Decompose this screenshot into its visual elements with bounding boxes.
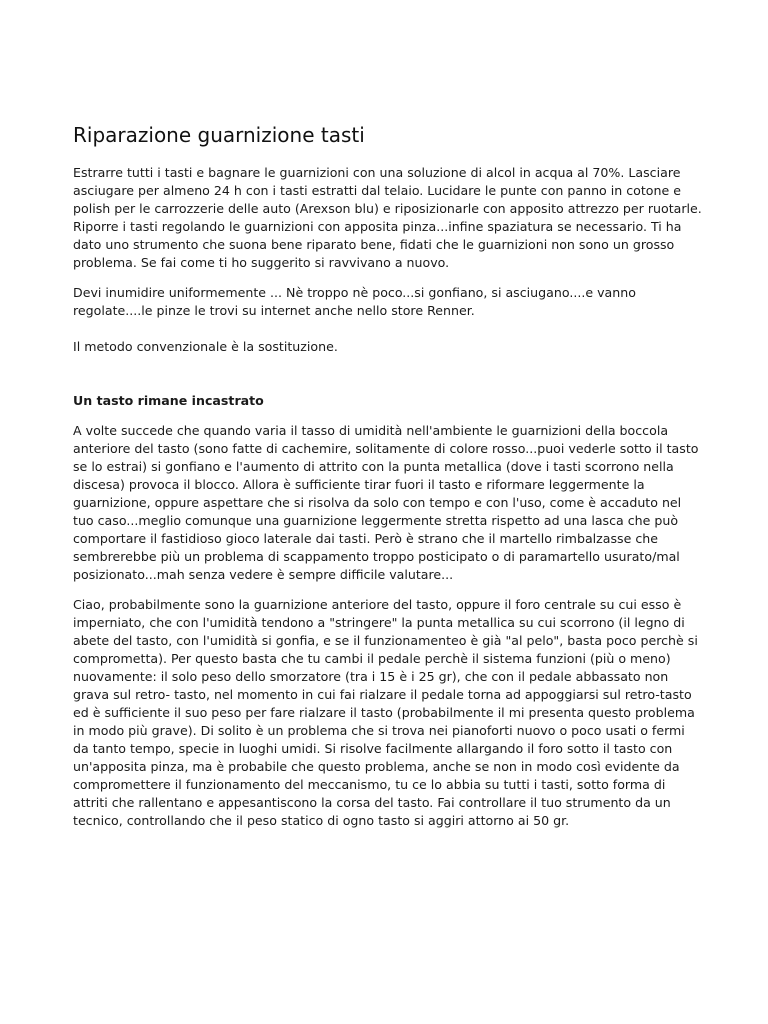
page-title: Riparazione guarnizione tasti bbox=[73, 123, 365, 147]
intro-paragraph-3: Il metodo convenzionale è la sostituzione. bbox=[73, 339, 338, 354]
section-paragraph-2: Ciao, probabilmente sono la guarnizione anteriore del tasto, oppure il foro centrale su cui esso è imperniato, che con l'umidità tendono a "stringere" la punta metallica su cui scorrono (il legno di abete del tasto, con l'umidità si gonfia, e se il funzionamenteo è già "al pelo", basta poco perchè si comprometta). Per questo basta che tu cambi il pedale perchè il sistema funzioni (più o meno) nuovamente: il solo peso dello smorzatore (tra i 15 è i 25 gr), che con il pedale abbassato non grava sul retro- tasto, nel momento in cui fai rialzare il pedale torna ad appoggiarsi sul retro-tasto ed è sufficiente il suo peso per fare rialzare il tasto (probabilmente il mi presenta questo problema in modo più grave). Di solito è un problema che si trova nei pianoforti nuovo o poco usati o fermi da tanto tempo, specie in luoghi umidi. Si risolve facilmente allargando il foro sotto il tasto con un'apposita pinza, ma è probabile che questo problema, anche se non in modo così evidente da compromettere il funzionamento del meccanismo, tu ce lo abbia su tutti i tasti, sotto forma di attriti che rallentano e appesantiscono la corsa del tasto. Fai controllare il tuo strumento da un tecnico, controllando che il peso statico di ogno tasto si aggiri attorno ai 50 gr. bbox=[73, 597, 698, 828]
section-heading: Un tasto rimane incastrato bbox=[73, 393, 264, 408]
intro-paragraph-1: Estrarre tutti i tasti e bagnare le guarnizioni con una soluzione di alcol in acqua al 70%. Lasciare asciugare per almeno 24 h con i tasti estratti dal telaio. Lucidare le punte con panno in cotone e polish per le carrozzerie delle auto (Arexson blu) e riposizionarle con apposito attrezzo per ruotarle. Riporre i tasti regolando le guarnizioni con apposita pinza...infine spaziatura se necessario. Ti ha dato uno strumento che suona bene riparato bene, fidati che le guarnizioni non sono un grosso problema. Se fai come ti ho suggerito si ravvivano a nuovo. bbox=[73, 165, 702, 270]
intro-paragraph-2: Devi inumidire uniformemente ... Nè troppo nè poco...si gonfiano, si asciugano....e vanno regolate....le pinze le trovi su internet anche nello store Renner. bbox=[73, 285, 636, 318]
section-paragraph-1: A volte succede che quando varia il tasso di umidità nell'ambiente le guarnizioni della boccola anteriore del tasto (sono fatte di cachemire, solitamente di colore rosso...puoi vederle sotto il tasto se lo estrai) si gonfiano e l'aumento di attrito con la punta metallica (dove i tasti scorrono nella discesa) provoca il blocco. Allora è sufficiente tirar fuori il tasto e riformare leggermente la guarnizione, oppure aspettare che si risolva da solo con tempo e con l'uso, come è accaduto nel tuo caso...meglio comunque una guarnizione leggermente stretta rispetto ad una lasca che può comportare il fastidioso gioco laterale dai tasti. Però è strano che il martello rimbalzasse che sembrerebbe più un problema di scappamento troppo posticipato o di paramartello usurato/mal posizionato...mah senza vedere è sempre difficile valutare... bbox=[73, 423, 699, 582]
document-page bbox=[73, 122, 703, 830]
